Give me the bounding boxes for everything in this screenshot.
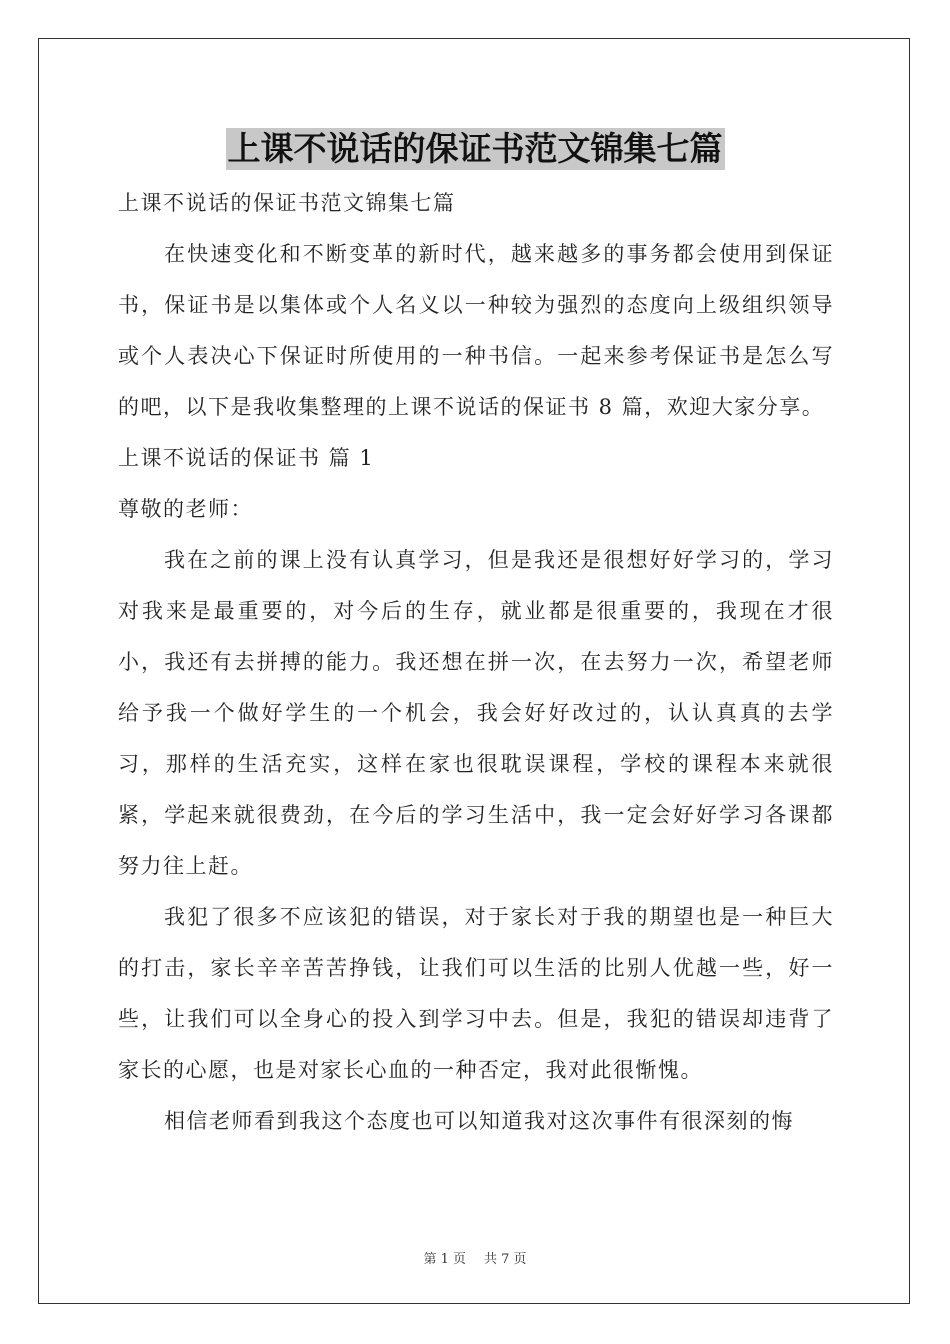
document-subtitle: 上课不说话的保证书范文锦集七篇 bbox=[118, 191, 456, 215]
body-paragraph: 我犯了很多不应该犯的错误，对于家长对于我的期望也是一种巨大的打击，家长辛辛苦苦挣钱，让我们可以生活的比别人优越一些，好一些，让我们可以全身心的投入到学习中去。但是，我犯的错误却违背了家长的心愿，也是对家长心血的一种否定，我对此很惭愧。 bbox=[118, 905, 834, 1082]
intro-paragraph: 在快速变化和不断变革的新时代，越来越多的事务都会使用到保证书，保证书是以集体或个人名义以一种较为强烈的态度向上级组织领导或个人表决心下保证时所使用的一种书信。一起来参考保证书是怎么写的吧，以下是我收集整理的上课不说话的保证书 8 篇，欢迎大家分享。 bbox=[118, 242, 834, 419]
page-number: 第 1 页 bbox=[423, 1252, 466, 1267]
body-paragraph: 相信老师看到我这个态度也可以知道我对这次事件有很深刻的悔 bbox=[164, 1109, 794, 1133]
document-body bbox=[118, 178, 834, 1147]
page-total: 共 7 页 bbox=[484, 1252, 527, 1267]
document-title: 上课不说话的保证书范文锦集七篇 bbox=[227, 129, 723, 168]
salutation: 尊敬的老师： bbox=[118, 497, 253, 521]
section-heading: 上课不说话的保证书 篇 1 bbox=[118, 446, 375, 470]
page-footer bbox=[0, 1248, 950, 1267]
title-container bbox=[0, 128, 950, 170]
body-paragraph: 我在之前的课上没有认真学习，但是我还是很想好好学习的，学习对我来是最重要的，对今后的生存，就业都是很重要的，我现在才很小，我还有去拼搏的能力。我还想在拼一次，在去努力一次，希望老师给予我一个做好学生的一个机会，我会好好改过的，认认真真的去学习，那样的生活充实，这样在家也很耽误课程，学校的课程本来就很紧，学起来就很费劲，在今后的学习生活中，我一定会好好学习各课都努力往上赶。 bbox=[118, 548, 834, 878]
